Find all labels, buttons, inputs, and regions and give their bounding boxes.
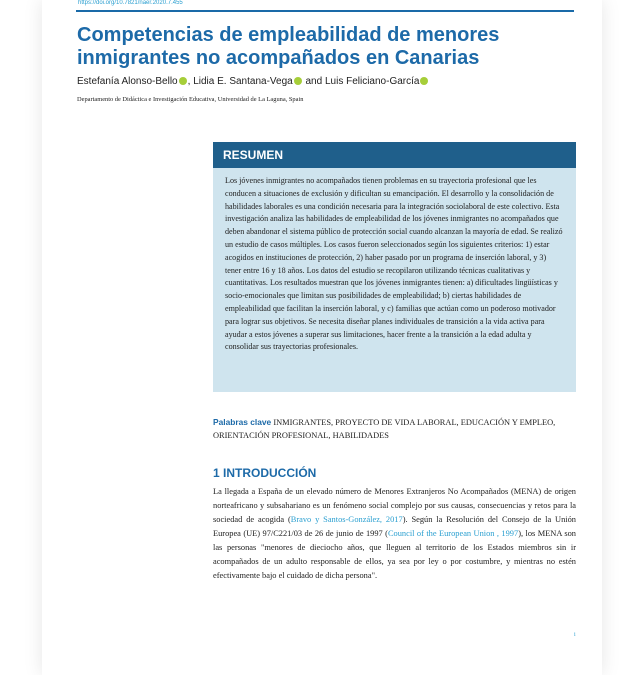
intro-text-1: La llegada a España de un elevado número de Menores Extranjeros No Acompañados (MENA) de origen norteafricano y subsahariano es un fenómeno social complejo por sus causas, consecuencias y retos para la sociedad de acogida (: [213, 487, 576, 524]
abstract-box: [213, 142, 576, 392]
header-rule: [76, 10, 574, 12]
author-separator: ,: [187, 76, 194, 87]
keywords-label: Palabras clave: [213, 417, 272, 427]
intro-text-3: ), los MENA son las personas "menores de dieciocho años, que lleguen al territorio de los Estados miembros sin ir acompañados de un adulto responsable de ellos, ya sea por ley o por costumbre, y mientras no estén efectivamente bajo el cuidado de dicha persona".: [213, 529, 576, 580]
author-3: Luis Feliciano-García: [324, 76, 420, 87]
article-title: Competencias de empleabilidad de menores inmigrantes no acompañados en Canarias: [77, 24, 500, 69]
orcid-icon[interactable]: [294, 77, 302, 85]
intro-text-2: ). Según la Resolución del Consejo de la Unión Europea (UE) 97/C221/03 de 26 de junio de 1997 (: [213, 515, 576, 538]
author-separator: and: [302, 76, 325, 87]
citation-link[interactable]: Council of the European Union , 1997: [387, 529, 519, 538]
citation-link[interactable]: Bravo y Santos-González, 2017: [290, 515, 403, 524]
abstract-text: Los jóvenes inmigrantes no acompañados tienen problemas en su trayectoria profesional que les conducen a situaciones de exclusión y dificultan su emancipación. El desarrollo y la consolidación de habilidades laborales es una condición necesaria para la integración sociolaboral de este colectivo. Esta investigación analiza las habilidades de empleabilidad de los jóvenes inmigrantes no acompañados que deben abandonar el sistema público de protección social cuando alcanzan la mayoría de edad. Se realizó un estudio de casos múltiples. Los casos fueron seleccionados según los siguientes criterios: 1) estar acogidos en instituciones de protección, 2) haber pasado por un programa de inserción laboral, y 3) tener entre 16 y 18 años. Los datos del estudio se recopilaron utilizando técnicas cualitativas y cuantitativas. Los resultados muestran que los jóvenes inmigrantes tienen: a) dificultades lingüísticas y socio-emocionales que limitan sus posibilidades de empleabilidad; b) ciertas habilidades de empleabilidad que facilitan la inserción laboral, y c) familias que actúan como un poderoso motivador para lograr sus objetivos. Se necesita diseñar planes individuales de transición a la vida activa para ayudar a estos jóvenes a superar sus limitaciones, hacer frente a la transición a la edad adulta y consolidar sus trayectorias profesionales.: [225, 176, 563, 352]
author-1: Estefanía Alonso-Bello: [77, 76, 178, 87]
section-heading-introduction: 1 INTRODUCCIÓN: [213, 466, 317, 480]
author-2: Lidia E. Santana-Vega: [193, 76, 293, 87]
paper-page: [42, 0, 602, 675]
keywords: [213, 416, 576, 442]
affiliation: Departamento de Didáctica e Investigación Educativa, Universidad de La Laguna, Spain: [77, 96, 304, 103]
orcid-icon[interactable]: [179, 77, 187, 85]
author-list: [77, 76, 429, 87]
introduction-paragraph: [213, 485, 576, 583]
keywords-text: INMIGRANTES, PROYECTO DE VIDA LABORAL, EDUCACIÓN Y EMPLEO, ORIENTACIÓN PROFESIONAL, HABILIDADES: [213, 418, 556, 440]
orcid-icon[interactable]: [420, 77, 428, 85]
abstract-heading: RESUMEN: [213, 142, 576, 168]
doi-link[interactable]: https://doi.org/10.7821/naer.2020.7.455: [78, 0, 183, 6]
page-marker: i: [574, 632, 576, 638]
